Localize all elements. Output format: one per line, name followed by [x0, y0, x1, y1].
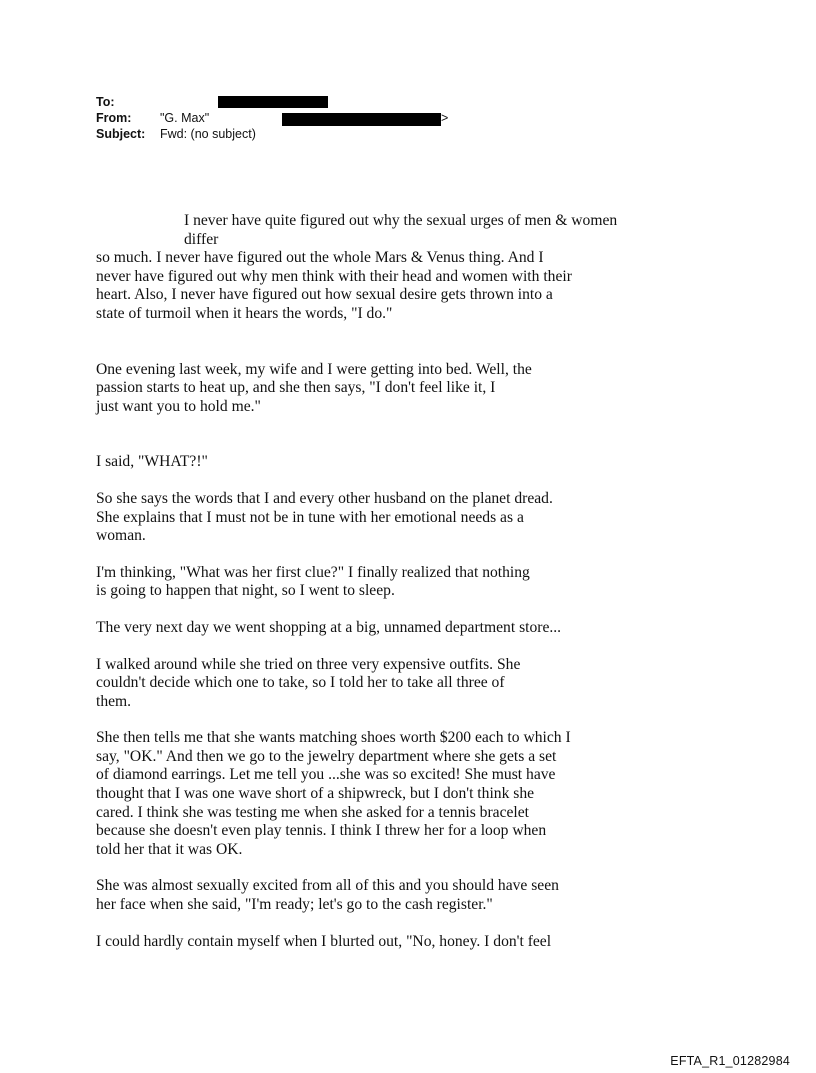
body-line: She explains that I must not be in tune with her emotional needs as a: [96, 508, 524, 526]
paragraph: [96, 564, 656, 601]
email-body: [96, 212, 656, 951]
body-line: never have figured out why men think with their head and women with their: [96, 267, 572, 285]
body-line: One evening last week, my wife and I were getting into bed. Well, the: [96, 360, 532, 378]
body-line: passion starts to heat up, and she then says, "I don't feel like it, I: [96, 379, 496, 397]
body-line: woman.: [96, 527, 146, 545]
body-line: She was almost sexually excited from all of this and you should have seen: [96, 877, 559, 895]
redaction-bar: [282, 113, 441, 126]
body-line: The very next day we went shopping at a big, unnamed department store...: [96, 618, 562, 636]
subject-value: Fwd: (no subject): [160, 127, 256, 141]
body-line: I never have quite figured out why the sexual urges of men & women differ: [184, 212, 618, 248]
from-label: From:: [96, 111, 132, 125]
paragraph: [96, 453, 656, 472]
paragraph: [96, 490, 656, 546]
body-line: I walked around while she tried on three very expensive outfits. She: [96, 655, 521, 673]
body-line: heart. Also, I never have figured out how sexual desire gets thrown into a: [96, 286, 553, 304]
document-id: EFTA_R1_01282984: [670, 1054, 790, 1068]
body-line: her face when she said, "I'm ready; let's go to the cash register.": [96, 896, 493, 914]
body-line: So she says the words that I and every other husband on the planet dread.: [96, 489, 553, 507]
body-line: thought that I was one wave short of a shipwreck, but I don't think she: [96, 785, 535, 803]
body-line: I said, "WHAT?!": [96, 453, 208, 471]
paragraph: [96, 656, 656, 712]
body-line: couldn't decide which one to take, so I told her to take all three of: [96, 674, 505, 692]
body-line: state of turmoil when it hears the words, "I do.": [96, 304, 393, 322]
to-label: To:: [96, 95, 115, 109]
body-line: told her that it was OK.: [96, 840, 243, 858]
paragraph: [96, 877, 656, 914]
body-line: I could hardly contain myself when I blurted out, "No, honey. I don't feel: [96, 932, 552, 950]
body-line: cared. I think she was testing me when she asked for a tennis bracelet: [96, 803, 530, 821]
body-line: of diamond earrings. Let me tell you ...she was so excited! She must have: [96, 766, 556, 784]
subject-label: Subject:: [96, 127, 146, 141]
from-value: [160, 111, 449, 126]
paragraph: [96, 933, 656, 952]
paragraph: [96, 619, 656, 638]
paragraph: [96, 361, 656, 417]
from-name: "G. Max": [160, 111, 210, 125]
body-line: just want you to hold me.": [96, 397, 261, 415]
body-line: because she doesn't even play tennis. I think I threw her for a loop when: [96, 822, 547, 840]
body-line: so much. I never have figured out the whole Mars & Venus thing. And I: [96, 249, 544, 267]
body-line: She then tells me that she wants matching shoes worth $200 each to which I: [96, 729, 571, 747]
body-line: I'm thinking, "What was her first clue?" I finally realized that nothing: [96, 563, 530, 581]
body-line: say, "OK." And then we go to the jewelry department where she gets a set: [96, 747, 557, 765]
body-line: is going to happen that night, so I went to sleep.: [96, 582, 395, 600]
body-line: them.: [96, 692, 132, 710]
redaction-bar: [218, 96, 328, 108]
paragraph: [96, 729, 656, 859]
paragraph: [96, 212, 656, 324]
from-suffix: >: [441, 111, 449, 125]
